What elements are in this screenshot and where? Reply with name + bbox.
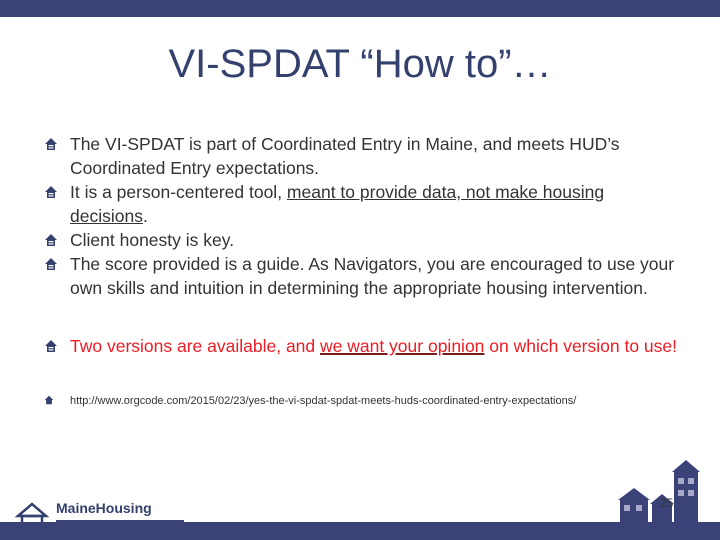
bullet-text: The VI-SPDAT is part of Coordinated Entry in Maine, and meets HUD’s Coordinated Entry expectations.	[70, 134, 620, 178]
bullet-emphasis: we want your opinion	[320, 336, 485, 356]
slide-title: VI-SPDAT “How to”…	[168, 42, 552, 86]
house-bullet-icon	[44, 185, 58, 199]
bottom-band	[0, 522, 720, 540]
house-bullet-icon	[44, 395, 54, 405]
houses-illustration	[612, 458, 720, 524]
bullet-item	[44, 228, 684, 252]
house-bullet-icon	[44, 257, 58, 271]
page-number: 25	[660, 496, 674, 510]
url-bullet	[44, 394, 684, 408]
bullet-item	[44, 252, 684, 300]
bullet-item	[44, 180, 684, 228]
highlight-bullet	[44, 334, 684, 358]
house-bullet-icon	[44, 137, 58, 151]
bullet-text-end: .	[142, 206, 148, 226]
bullet-text: Client honesty is key.	[70, 230, 235, 250]
reference-link[interactable]: http://www.orgcode.com/2015/02/23/yes-the-vi-spdat-spdat-meets-huds-coordinated-entry-expectations/	[70, 395, 577, 407]
bullet-text: It is a person-centered tool,	[70, 182, 287, 202]
bullet-text-end: on which version to use!	[484, 336, 678, 356]
bullet-emphasis: meant to provide data, not make housing decisions	[70, 182, 605, 226]
house-bullet-icon	[44, 233, 58, 247]
house-bullet-icon	[44, 339, 58, 353]
logo-name: MaineHousing	[56, 500, 152, 516]
top-band	[0, 0, 720, 17]
bullet-item	[44, 132, 684, 180]
bullet-text: Two versions are available, and	[70, 336, 320, 356]
bullet-list	[44, 132, 684, 408]
bullet-text: The score provided is a guide. As Navigators, you are encouraged to use your own skills and intuition in determining the appropriate housing intervention.	[70, 254, 675, 298]
